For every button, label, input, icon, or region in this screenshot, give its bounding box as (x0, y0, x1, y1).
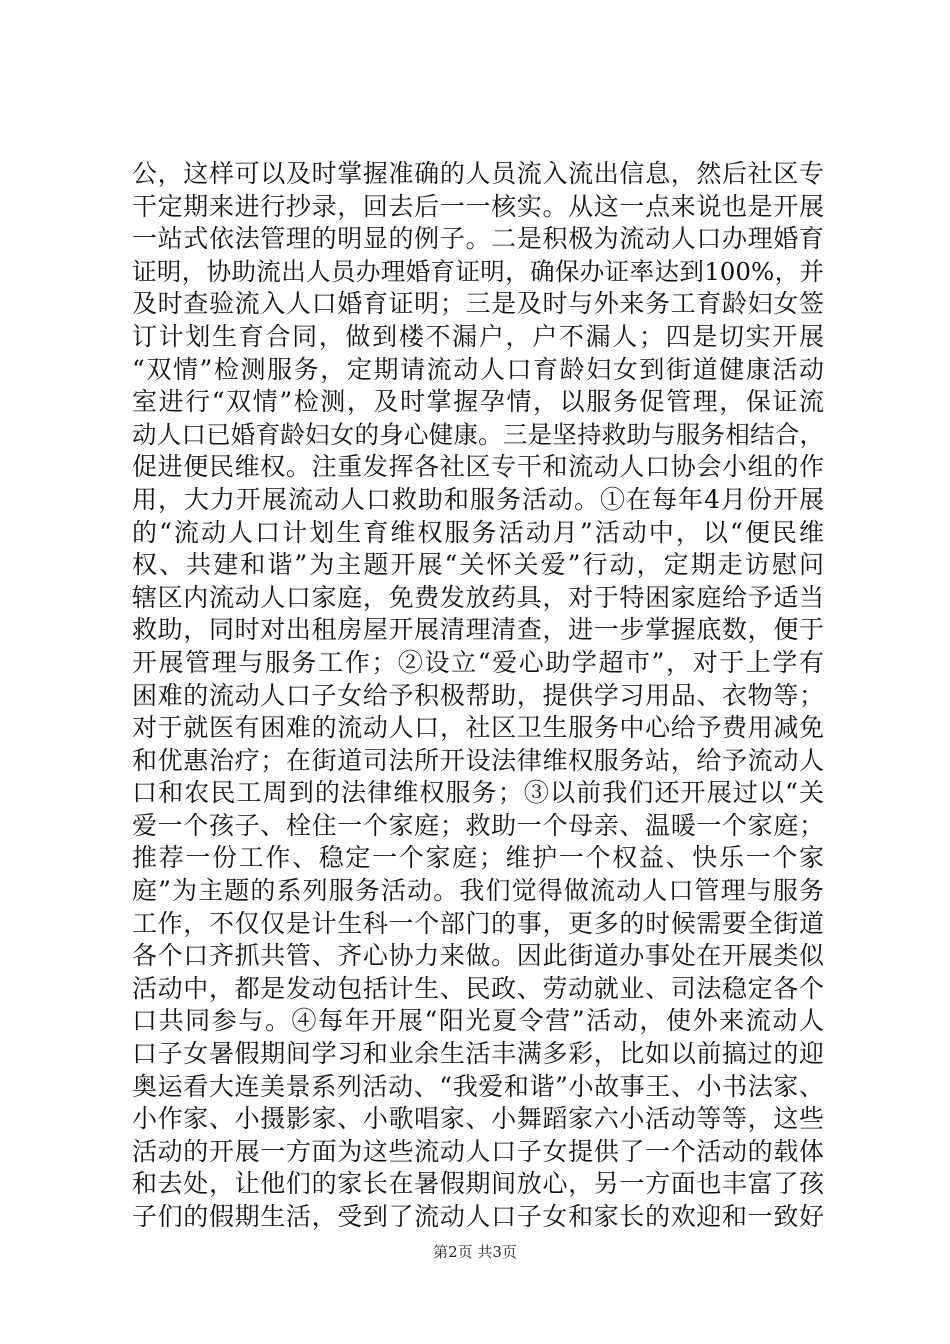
text-line: 小作家、小摄影家、小歌唱家、小舞蹈家六小活动等等，这些 (132, 1104, 824, 1134)
text-line: 证明，协助流出人员办理婚育证明，确保办证率达到100%，并 (132, 256, 824, 286)
text-line: 各个口齐抓共管、齐心协力来做。因此街道办事处在开展类似 (132, 941, 824, 971)
text-line: 口共同参与。④每年开展“阳光夏令营”活动，使外来流动人 (132, 1006, 824, 1036)
text-line: 活动的开展一方面为这些流动人口子女提供了一个活动的载体 (132, 1136, 824, 1166)
text-line: 及时查验流入人口婚育证明；三是及时与外来务工育龄妇女签 (132, 289, 824, 319)
text-line: 爱一个孩子、栓住一个家庭；救助一个母亲、温暖一个家庭； (132, 810, 824, 840)
text-line: 困难的流动人口子女给予积极帮助，提供学习用品、衣物等； (132, 680, 824, 710)
page-footer: 第2页 共3页 (433, 1243, 517, 1261)
text-line: 权、共建和谐”为主题开展“关怀关爱”行动，定期走访慰问 (132, 550, 824, 580)
text-line: 公，这样可以及时掌握准确的人员流入流出信息，然后社区专 (132, 159, 824, 188)
text-line: 的“流动人口计划生育维权服务活动月”活动中，以“便民维 (132, 517, 824, 547)
text-line: 辖区内流动人口家庭，免费发放药具，对于特困家庭给予适当 (132, 582, 824, 612)
text-line: 室进行“双情”检测，及时掌握孕情，以服务促管理，保证流 (132, 387, 824, 417)
text-line: 和优惠治疗；在街道司法所开设法律维权服务站，给予流动人 (132, 745, 824, 775)
text-line: “双情”检测服务，定期请流动人口育龄妇女到街道健康活动 (132, 354, 824, 384)
text-line: 开展管理与服务工作；②设立“爱心助学超市”，对于上学有 (132, 647, 824, 677)
text-line: 子们的假期生活，受到了流动人口子女和家长的欢迎和一致好 (132, 1202, 824, 1231)
text-line: 订计划生育合同，做到楼不漏户，户不漏人；四是切实开展 (132, 321, 824, 351)
text-line: 用，大力开展流动人口救助和服务活动。①在每年4月份开展 (132, 484, 824, 514)
text-line: 动人口已婚育龄妇女的身心健康。三是坚持救助与服务相结合， (132, 419, 824, 449)
text-line: 奥运看大连美景系列活动、“我爱和谐”小故事王、小书法家、 (132, 1071, 824, 1101)
text-line: 活动中，都是发动包括计生、民政、劳动就业、司法稳定各个 (132, 973, 824, 1003)
text-line: 对于就医有困难的流动人口，社区卫生服务中心给予费用减免 (132, 713, 824, 743)
text-line: 和去处，让他们的家长在暑假期间放心，另一方面也丰富了孩 (132, 1169, 824, 1199)
text-line: 促进便民维权。注重发挥各社区专干和流动人口协会小组的作 (132, 452, 824, 482)
text-line: 干定期来进行抄录，回去后一一核实。从这一点来说也是开展 (132, 191, 824, 221)
text-line: 口子女暑假期间学习和业余生活丰满多彩，比如以前搞过的迎 (132, 1039, 824, 1069)
text-line: 口和农民工周到的法律维权服务；③以前我们还开展过以“关 (132, 778, 824, 808)
text-line: 工作，不仅仅是计生科一个部门的事，更多的时候需要全街道 (132, 908, 824, 938)
text-line: 推荐一份工作、稳定一个家庭；维护一个权益、快乐一个家 (132, 843, 824, 873)
text-line: 救助，同时对出租房屋开展清理清查，进一步掌握底数，便于 (132, 615, 824, 645)
text-line: 一站式依法管理的明显的例子。二是积极为流动人口办理婚育 (132, 224, 824, 254)
body-text (132, 158, 824, 1234)
text-line: 庭”为主题的系列服务活动。我们觉得做流动人口管理与服务 (132, 876, 824, 906)
